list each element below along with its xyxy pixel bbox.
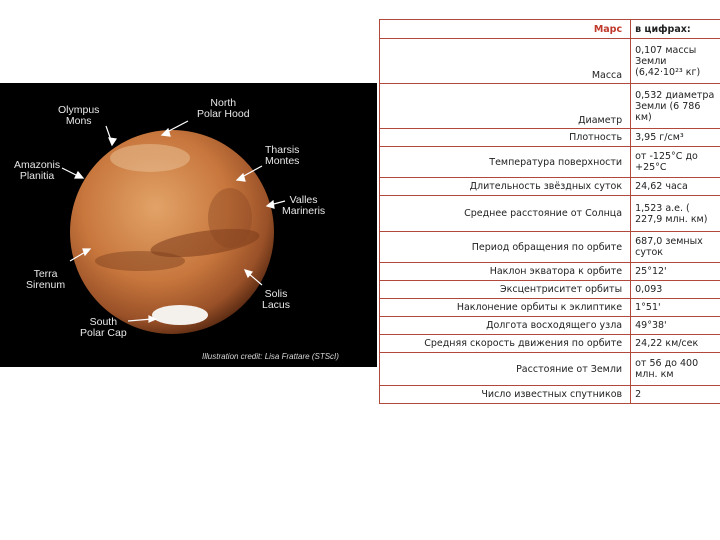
table-row xyxy=(380,263,720,281)
label-tharsis-montes: Tharsis Montes xyxy=(265,144,300,167)
label-amazonis-planitia: Amazonis Planitia xyxy=(14,159,61,182)
row-value: 0,532 диаметра Земли (6 786 км) xyxy=(631,84,720,129)
label-south-polar-cap: South Polar Cap xyxy=(80,316,127,339)
row-value: 49°38' xyxy=(631,317,720,335)
row-label: Число известных спутников xyxy=(380,386,631,404)
table-row xyxy=(380,129,720,147)
row-value: 24,62 часа xyxy=(631,178,720,196)
table-row xyxy=(380,147,720,178)
mars-planet-graphic xyxy=(0,83,377,367)
table-row xyxy=(380,178,720,196)
table-row xyxy=(380,335,720,353)
table-row xyxy=(380,196,720,232)
label-solis-lacus: Solis Lacus xyxy=(262,288,291,311)
table-row xyxy=(380,232,720,263)
table-row xyxy=(380,84,720,129)
mars-illustration xyxy=(0,83,377,367)
row-label: Наклонение орбиты к эклиптике xyxy=(380,299,631,317)
label-north-polar-hood: North Polar Hood xyxy=(197,97,250,120)
row-label: Эксцентриситет орбиты xyxy=(380,281,631,299)
row-label: Среднее расстояние от Солнца xyxy=(380,196,631,232)
label-valles-marineris: Valles Marineris xyxy=(282,194,326,217)
table-title: Марс xyxy=(380,20,631,39)
row-label: Период обращения по орбите xyxy=(380,232,631,263)
table-row xyxy=(380,281,720,299)
row-value: 1,523 а.е. ( 227,9 млн. км) xyxy=(631,196,720,232)
row-value: 2 xyxy=(631,386,720,404)
table-row xyxy=(380,353,720,386)
row-label: Плотность xyxy=(380,129,631,147)
table-header-row xyxy=(380,20,720,39)
row-label: Средняя скорость движения по орбите xyxy=(380,335,631,353)
row-label: Длительность звёздных суток xyxy=(380,178,631,196)
row-value: 687,0 земных суток xyxy=(631,232,720,263)
table-row xyxy=(380,386,720,404)
row-value: 1°51' xyxy=(631,299,720,317)
table-row xyxy=(380,317,720,335)
row-value: 24,22 км/сек xyxy=(631,335,720,353)
row-value: 0,107 массы Земли (6,42·10²³ кг) xyxy=(631,39,720,84)
row-value: 0,093 xyxy=(631,281,720,299)
row-label: Диаметр xyxy=(380,84,631,129)
illustration-credit: Illustration credit: Lisa Frattare (STScI) xyxy=(202,352,339,361)
label-olympus-mons: Olympus Mons xyxy=(58,104,100,127)
table-subtitle: в цифрах: xyxy=(631,20,720,39)
row-value: 3,95 г/см³ xyxy=(631,129,720,147)
row-label: Наклон экватора к орбите xyxy=(380,263,631,281)
row-value: 25°12' xyxy=(631,263,720,281)
row-label: Долгота восходящего узла xyxy=(380,317,631,335)
row-label: Температура поверхности xyxy=(380,147,631,178)
mars-facts-table xyxy=(379,19,720,404)
row-value: от -125°С до +25°С xyxy=(631,147,720,178)
label-terra-sirenum: Terra Sirenum xyxy=(26,268,66,291)
table-row xyxy=(380,39,720,84)
row-label: Масса xyxy=(380,39,631,84)
table-row xyxy=(380,299,720,317)
row-label: Расстояние от Земли xyxy=(380,353,631,386)
row-value: от 56 до 400 млн. км xyxy=(631,353,720,386)
